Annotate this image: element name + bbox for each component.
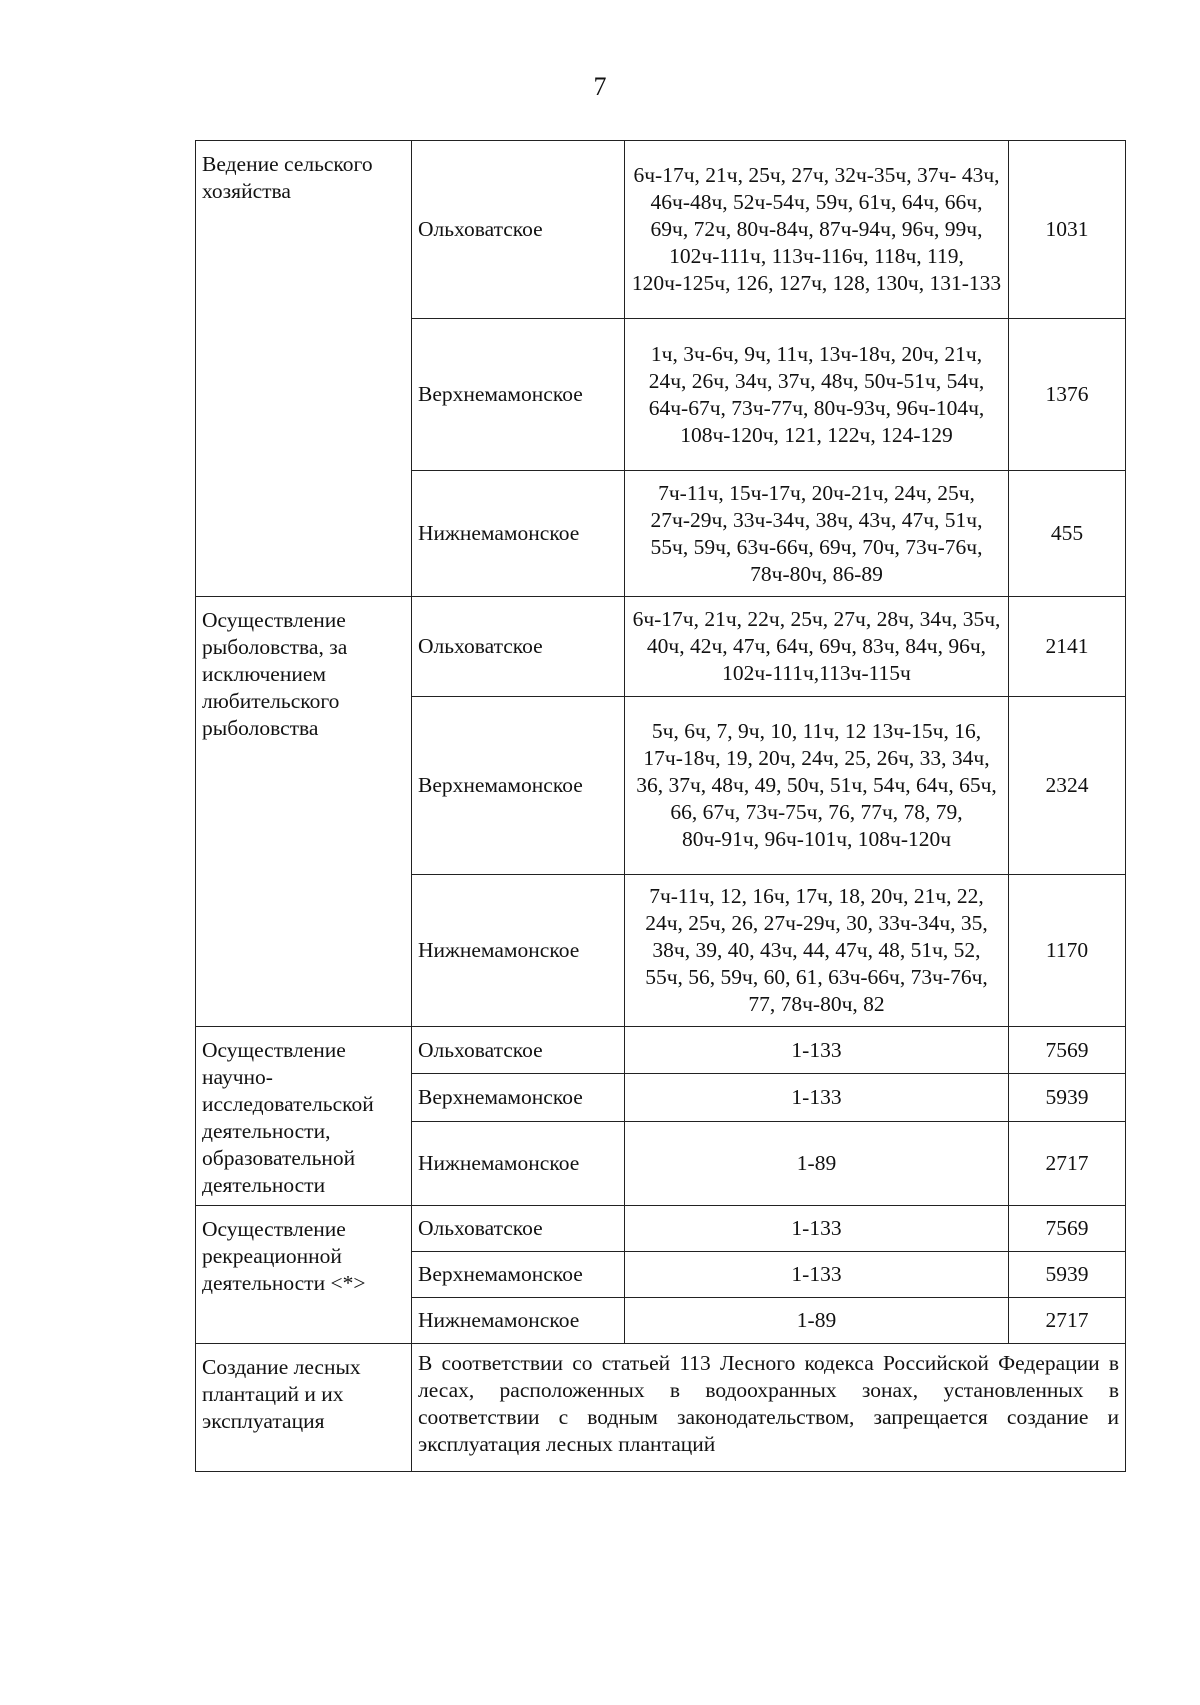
activity-cell: Осуществление научно-исследовательской деятельности, образовательной деятельности bbox=[196, 1027, 412, 1206]
quarters-cell: 6ч-17ч, 21ч, 25ч, 27ч, 32ч-35ч, 37ч- 43ч, 46ч-48ч, 52ч-54ч, 59ч, 61ч, 64ч, 66ч, 69ч, 72ч, 80ч-84ч, 87ч-94ч, 96ч, 99ч, 102ч-111ч, 113ч-116ч, 118ч, 119, 120ч-125ч, 126, 127ч, 128, 130ч, 131-133 bbox=[625, 141, 1009, 319]
quarters-cell: 6ч-17ч, 21ч, 22ч, 25ч, 27ч, 28ч, 34ч, 35ч, 40ч, 42ч, 47ч, 64ч, 69ч, 83ч, 84ч, 96ч, 102ч-111ч,113ч-115ч bbox=[625, 597, 1009, 697]
forestry-cell: Ольховатское bbox=[412, 597, 625, 697]
forestry-cell: Верхнемамонское bbox=[412, 319, 625, 471]
forestry-cell: Верхнемамонское bbox=[412, 1252, 625, 1298]
forestry-cell: Нижнемамонское bbox=[412, 1121, 625, 1205]
quarters-cell: 1-89 bbox=[625, 1298, 1009, 1344]
regulations-table bbox=[195, 140, 1126, 1472]
activity-cell: Осуществление рыболовства, за исключением любительского рыболовства bbox=[196, 597, 412, 1027]
area-cell: 1376 bbox=[1009, 319, 1126, 471]
quarters-cell: 7ч-11ч, 12, 16ч, 17ч, 18, 20ч, 21ч, 22, 24ч, 25ч, 26, 27ч-29ч, 30, 33ч-34ч, 35, 38ч, 39, 40, 43ч, 44, 47ч, 48, 51ч, 52, 55ч, 56, 59ч, 60, 61, 63ч-66ч, 73ч-76ч, 77, 78ч-80ч, 82 bbox=[625, 875, 1009, 1027]
area-cell: 2717 bbox=[1009, 1298, 1126, 1344]
quarters-cell: 1-133 bbox=[625, 1027, 1009, 1074]
table-row bbox=[196, 1344, 1126, 1472]
area-cell: 2141 bbox=[1009, 597, 1126, 697]
area-cell: 1031 bbox=[1009, 141, 1126, 319]
activity-cell: Создание лесных плантаций и их эксплуатация bbox=[196, 1344, 412, 1472]
legal-note-cell: В соответствии со статьей 113 Лесного кодекса Российской Федерации в лесах, расположенных в водоохранных зонах, установленных в соответствии с водным законодательством, запрещается создание и эксплуатация лесных плантаций bbox=[412, 1344, 1126, 1472]
quarters-cell: 5ч, 6ч, 7, 9ч, 10, 11ч, 12 13ч-15ч, 16, 17ч-18ч, 19, 20ч, 24ч, 25, 26ч, 33, 34ч, 36, 37ч, 48ч, 49, 50ч, 51ч, 54ч, 64ч, 65ч, 66, 67ч, 73ч-75ч, 76, 77ч, 78, 79, 80ч-91ч, 96ч-101ч, 108ч-120ч bbox=[625, 697, 1009, 875]
area-cell: 2717 bbox=[1009, 1121, 1126, 1205]
quarters-cell: 1-133 bbox=[625, 1252, 1009, 1298]
quarters-cell: 1-89 bbox=[625, 1121, 1009, 1205]
forestry-cell: Ольховатское bbox=[412, 1206, 625, 1252]
area-cell: 1170 bbox=[1009, 875, 1126, 1027]
activity-cell: Осуществление рекреационной деятельности <*> bbox=[196, 1206, 412, 1344]
page-number: 7 bbox=[593, 72, 607, 101]
area-cell: 7569 bbox=[1009, 1027, 1126, 1074]
quarters-cell: 1-133 bbox=[625, 1206, 1009, 1252]
quarters-cell: 7ч-11ч, 15ч-17ч, 20ч-21ч, 24ч, 25ч, 27ч-29ч, 33ч-34ч, 38ч, 43ч, 47ч, 51ч, 55ч, 59ч, 63ч-66ч, 69ч, 70ч, 73ч-76ч, 78ч-80ч, 86-89 bbox=[625, 471, 1009, 597]
table-row bbox=[196, 597, 1126, 697]
quarters-cell: 1-133 bbox=[625, 1074, 1009, 1121]
forestry-cell: Ольховатское bbox=[412, 1027, 625, 1074]
forestry-cell: Нижнемамонское bbox=[412, 471, 625, 597]
activity-cell: Ведение сельского хозяйства bbox=[196, 141, 412, 597]
forestry-cell: Нижнемамонское bbox=[412, 875, 625, 1027]
quarters-cell: 1ч, 3ч-6ч, 9ч, 11ч, 13ч-18ч, 20ч, 21ч, 24ч, 26ч, 34ч, 37ч, 48ч, 50ч-51ч, 54ч, 64ч-67ч, 73ч-77ч, 80ч-93ч, 96ч-104ч, 108ч-120ч, 121, 122ч, 124-129 bbox=[625, 319, 1009, 471]
table-row bbox=[196, 141, 1126, 319]
table-row bbox=[196, 1206, 1126, 1252]
area-cell: 2324 bbox=[1009, 697, 1126, 875]
area-cell: 455 bbox=[1009, 471, 1126, 597]
table-row bbox=[196, 1027, 1126, 1074]
forestry-cell: Нижнемамонское bbox=[412, 1298, 625, 1344]
area-cell: 5939 bbox=[1009, 1252, 1126, 1298]
forestry-cell: Верхнемамонское bbox=[412, 697, 625, 875]
forestry-cell: Верхнемамонское bbox=[412, 1074, 625, 1121]
forestry-cell: Ольховатское bbox=[412, 141, 625, 319]
area-cell: 5939 bbox=[1009, 1074, 1126, 1121]
area-cell: 7569 bbox=[1009, 1206, 1126, 1252]
